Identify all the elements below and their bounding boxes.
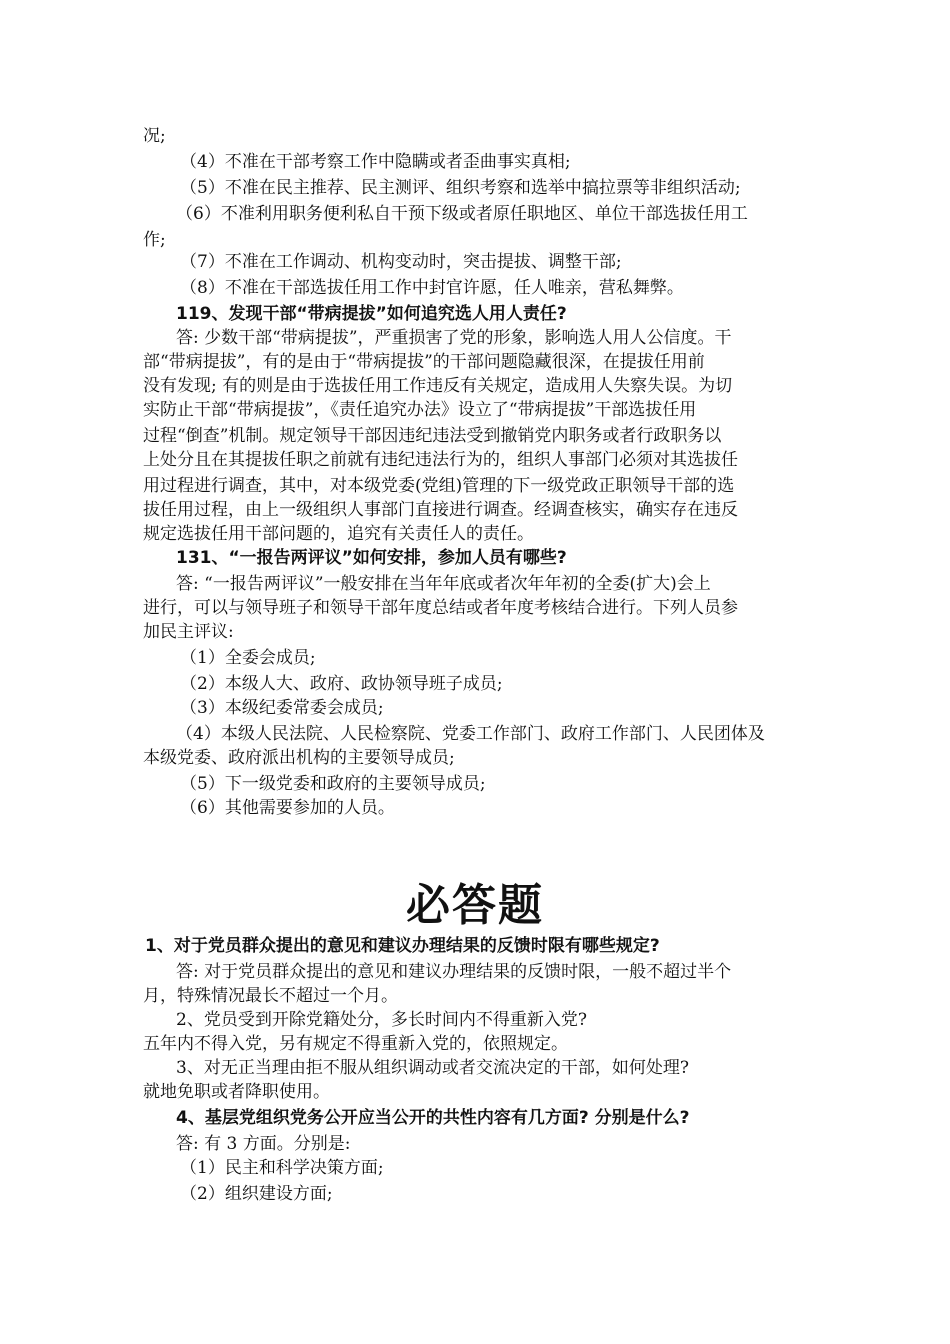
- answer-line: 没有发现; 有的则是由于选拔任用工作违反有关规定，造成用人失察失误。为切: [143, 376, 733, 396]
- answer-line: 过程“倒查”机制。规定领导干部因违纪违法受到撤销党内职务或者行政职务以: [143, 426, 722, 446]
- answer-line: 答: 少数干部“带病提拔”，严重损害了党的形象，影响选人用人公信度。干: [176, 328, 732, 348]
- question-131: 131、“一报告两评议”如何安排，参加人员有哪些?: [176, 548, 567, 568]
- section-title: 必答题: [406, 880, 544, 931]
- text-line: （4）不准在干部考察工作中隐瞒或者歪曲事实真相;: [180, 152, 571, 172]
- answer-line: 就地免职或者降职使用。: [143, 1082, 330, 1102]
- answer-line: （4）本级人民法院、人民检察院、党委工作部门、政府工作部门、人民团体及: [176, 724, 765, 744]
- answer-line: 用过程进行调查，其中，对本级党委(党组)管理的下一级党政正职领导干部的选: [143, 476, 735, 496]
- answer-line: （6）其他需要参加的人员。: [180, 798, 395, 818]
- answer-line: （1）民主和科学决策方面;: [180, 1158, 384, 1178]
- question-1: 1、对于党员群众提出的意见和建议办理结果的反馈时限有哪些规定?: [145, 936, 660, 956]
- text-line: （8）不准在干部选拔任用工作中封官许愿，任人唯亲，营私舞弊。: [180, 278, 684, 298]
- answer-line: （2）组织建设方面;: [180, 1184, 333, 1204]
- question-3: 3、对无正当理由拒不服从组织调动或者交流决定的干部，如何处理?: [176, 1058, 689, 1078]
- text-line: 作;: [143, 230, 166, 250]
- answer-line: （2）本级人大、政府、政协领导班子成员;: [180, 674, 503, 694]
- answer-line: 本级党委、政府派出机构的主要领导成员;: [143, 748, 455, 768]
- answer-line: 答: 有 3 方面。分别是:: [176, 1134, 351, 1154]
- answer-line: 五年内不得入党，另有规定不得重新入党的，依照规定。: [143, 1034, 568, 1054]
- text-line: （5）不准在民主推荐、民主测评、组织考察和选举中搞拉票等非组织活动;: [180, 178, 741, 198]
- answer-line: 加民主评议:: [143, 622, 234, 642]
- text-line: （7）不准在工作调动、机构变动时，突击提拔、调整干部;: [180, 252, 622, 272]
- answer-line: 规定选拔任用干部问题的，追究有关责任人的责任。: [143, 524, 534, 544]
- text-line: 况;: [143, 126, 166, 146]
- answer-line: （3）本级纪委常委会成员;: [180, 698, 384, 718]
- answer-line: 上处分且在其提拔任职之前就有违纪违法行为的，组织人事部门必须对其选拔任: [143, 450, 738, 470]
- question-119: 119、发现干部“带病提拔”如何追究选人用人责任?: [176, 304, 567, 324]
- answer-line: 进行，可以与领导班子和领导干部年度总结或者年度考核结合进行。下列人员参: [143, 598, 738, 618]
- answer-line: 实防止干部“带病提拔”，《责任追究办法》设立了“带病提拔”干部选拔任用: [143, 400, 697, 420]
- answer-line: 答: 对于党员群众提出的意见和建议办理结果的反馈时限，一般不超过半个: [176, 962, 732, 982]
- answer-line: 答: “一报告两评议”一般安排在当年年底或者次年年初的全委(扩大)会上: [176, 574, 711, 594]
- answer-line: 部“带病提拔”，有的是由于“带病提拔”的干部问题隐藏很深，在提拔任用前: [143, 352, 705, 372]
- answer-line: （1）全委会成员;: [180, 648, 316, 668]
- question-4: 4、基层党组织党务公开应当公开的共性内容有几方面? 分别是什么?: [176, 1108, 690, 1128]
- answer-line: 拔任用过程，由上一级组织人事部门直接进行调查。经调查核实，确实存在违反: [143, 500, 738, 520]
- text-line: （6）不准利用职务便利私自干预下级或者原任职地区、单位干部选拔任用工: [176, 204, 748, 224]
- answer-line: 月，特殊情况最长不超过一个月。: [143, 986, 398, 1006]
- question-2: 2、党员受到开除党籍处分，多长时间内不得重新入党?: [176, 1010, 587, 1030]
- answer-line: （5）下一级党委和政府的主要领导成员;: [180, 774, 486, 794]
